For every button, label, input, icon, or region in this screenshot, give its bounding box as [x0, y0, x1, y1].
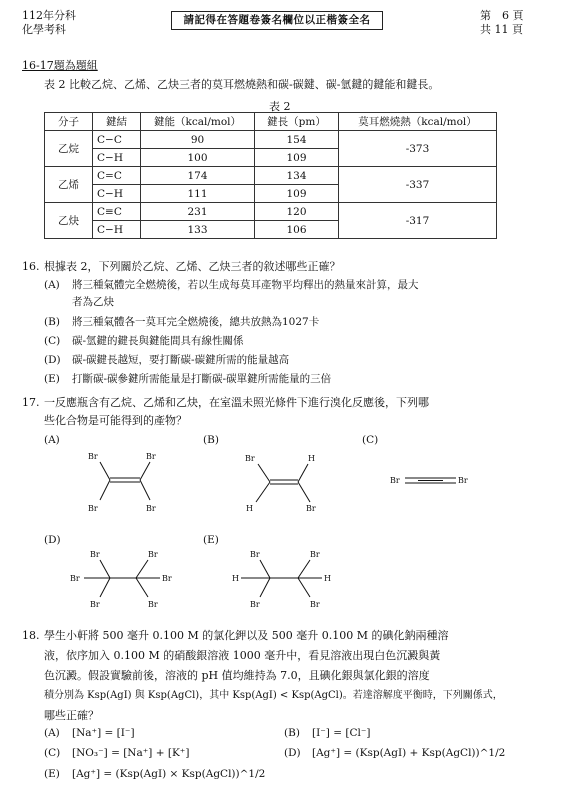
length-cell: 106: [255, 221, 339, 239]
energy-cell: 111: [141, 185, 255, 203]
q17-number: 17.: [22, 396, 40, 409]
q17-stem-cont: 些化合物是可能得到的產物？: [44, 414, 187, 427]
energy-cell: 133: [141, 221, 255, 239]
q18-option-c-expr: [NO₃⁻] = [Na⁺] + [K⁺]: [72, 747, 190, 759]
q18-option-c-label: (C): [44, 747, 61, 759]
q18-number: 18.: [22, 629, 40, 642]
atom-label: Br: [162, 574, 172, 583]
q16-option-e-text: 打斷碳-碳參鍵所需能量是打斷碳-碳單鍵所需能量的三倍: [72, 373, 332, 385]
q16-option-b-text: 將三種氣體各一莫耳完全燃燒後，總共放熱為1027卡: [72, 316, 320, 328]
bond-cell: C−C: [93, 131, 141, 149]
q18-option-d-expr: [Ag⁺] = (Ksp(AgI) + Ksp(AgCl))^1/2: [312, 747, 506, 759]
table-row: [45, 203, 497, 221]
molecule-cell: 乙烷: [45, 131, 93, 167]
q16-option-a-label: (A): [44, 279, 60, 291]
combustion-cell: -337: [339, 167, 497, 203]
q17-option-c-label: (C): [362, 434, 379, 446]
atom-label: Br: [148, 600, 158, 609]
atom-label: Br: [245, 454, 255, 463]
atom-label: H: [324, 574, 331, 583]
atom-label: Br: [88, 504, 98, 513]
length-cell: 154: [255, 131, 339, 149]
atom-label: Br: [250, 550, 260, 559]
signature-notice: 請記得在答題卷簽名欄位以正楷簽全名: [171, 11, 383, 30]
q17-option-b-label: (B): [203, 434, 219, 446]
q16-option-c-label: (C): [44, 335, 61, 347]
q16-option-c-text: 碳-氫鍵的鍵長與鍵能間具有線性關係: [72, 335, 244, 347]
q18-stem-line4: 積分別為 Ksp(AgI) 與 Ksp(AgCl)，其中 Ksp(AgI) < Ksp(AgCl)。若達溶解度平衡時，下列關係式，: [44, 690, 503, 701]
atom-label: Br: [390, 476, 400, 485]
length-cell: 109: [255, 149, 339, 167]
q16-stem: 根據表 2，下列關於乙烷、乙烯、乙炔三者的敘述哪些正確？: [44, 260, 341, 273]
atom-label: Br: [146, 452, 156, 461]
table-header-row: [45, 113, 497, 131]
length-cell: 134: [255, 167, 339, 185]
q18-stem-line5: 哪些正確？: [44, 709, 99, 722]
bond-cell: C−H: [93, 149, 141, 167]
bond-cell: C=C: [93, 167, 141, 185]
atom-label: Br: [70, 574, 80, 583]
q17-stem: 一反應瓶含有乙烷、乙烯和乙炔，在室溫未照光條件下進行溴化反應後，下列哪: [44, 396, 429, 409]
q16-option-d-text: 碳-碳鍵長越短，要打斷碳-碳鍵所需的能量越高: [72, 354, 290, 366]
atom-label: Br: [310, 600, 320, 609]
q17-option-d-label: (D): [44, 534, 61, 546]
length-cell: 109: [255, 185, 339, 203]
energy-cell: 100: [141, 149, 255, 167]
atom-label: Br: [458, 476, 468, 485]
q18-option-e-expr: [Ag⁺] = (Ksp(AgI) × Ksp(AgCl))^1/2: [72, 768, 266, 780]
structure-a: [80, 445, 170, 517]
header-molecule: 分子: [45, 113, 93, 131]
q18-stem-line1: 學生小軒將 500 毫升 0.100 M 的氯化鉀以及 500 毫升 0.100 M 的碘化鈉兩種溶: [44, 629, 449, 642]
q16-option-a-text-cont: 者為乙炔: [72, 296, 114, 308]
q18-option-a-label: (A): [44, 727, 60, 739]
combustion-cell: -373: [339, 131, 497, 167]
atom-label: Br: [90, 600, 100, 609]
q16-option-a-text: 將三種氣體完全燃燒後，若以生成每莫耳產物平均釋出的熱量來計算，最大: [72, 279, 419, 291]
atom-label: Br: [306, 504, 316, 513]
table-caption: 表 2: [269, 100, 291, 113]
exam-subject: 化學考科: [22, 23, 66, 36]
atom-label: H: [308, 454, 315, 463]
atom-label: Br: [88, 452, 98, 461]
q18-option-b-expr: [I⁻] = [Cl⁻]: [312, 727, 371, 739]
header-bond: 鍵結: [93, 113, 141, 131]
exam-year: 112年分科: [22, 9, 76, 22]
atom-label: H: [232, 574, 239, 583]
q17-option-a-label: (A): [44, 434, 60, 446]
combustion-cell: -317: [339, 203, 497, 239]
energy-cell: 90: [141, 131, 255, 149]
header-length: 鍵長（pm）: [255, 113, 339, 131]
bond-cell: C−H: [93, 185, 141, 203]
atom-label: Br: [90, 550, 100, 559]
energy-cell: 231: [141, 203, 255, 221]
q18-stem-line3: 色沉澱。假設實驗前後，溶液的 pH 值均維持為 7.0，且碘化銀與氯化銀的溶度: [44, 669, 430, 682]
q18-option-a-expr: [Na⁺] = [I⁻]: [72, 727, 135, 739]
atom-label: H: [246, 504, 253, 513]
header-energy: 鍵能（kcal/mol）: [141, 113, 255, 131]
q18-option-b-label: (B): [284, 727, 300, 739]
q16-option-e-label: (E): [44, 373, 60, 385]
bond-cell: C−H: [93, 221, 141, 239]
intro-text: 表 2 比較乙烷、乙烯、乙炔三者的莫耳燃燒熱和碳-碳鍵、碳-氫鍵的鍵能和鍵長。: [44, 78, 440, 91]
structure-b: [240, 445, 330, 517]
atom-label: Br: [148, 550, 158, 559]
atom-label: Br: [250, 600, 260, 609]
q16-number: 16.: [22, 260, 40, 273]
structure-c: [388, 470, 478, 490]
bond-table: [44, 112, 497, 239]
table-row: [45, 167, 497, 185]
page-total: 共 11 頁: [480, 23, 523, 36]
atom-label: Br: [146, 504, 156, 513]
structure-d: [70, 545, 180, 610]
length-cell: 120: [255, 203, 339, 221]
section-title: 16-17題為題組: [22, 59, 98, 72]
q16-option-b-label: (B): [44, 316, 60, 328]
structure-e: [230, 545, 340, 610]
molecule-cell: 乙炔: [45, 203, 93, 239]
page-number: 第 6 頁: [480, 9, 524, 22]
q17-option-e-label: (E): [203, 534, 219, 546]
bond-cell: C≡C: [93, 203, 141, 221]
q18-stem-line2: 液，依序加入 0.100 M 的硝酸銀溶液 1000 毫升中，看見溶液出現白色沉澱與黃: [44, 649, 441, 662]
q16-option-d-label: (D): [44, 354, 61, 366]
q18-option-d-label: (D): [284, 747, 301, 759]
atom-label: Br: [310, 550, 320, 559]
molecule-cell: 乙烯: [45, 167, 93, 203]
header-combustion: 莫耳燃燒熱（kcal/mol）: [339, 113, 497, 131]
energy-cell: 174: [141, 167, 255, 185]
q18-option-e-label: (E): [44, 768, 60, 780]
table-row: [45, 131, 497, 149]
